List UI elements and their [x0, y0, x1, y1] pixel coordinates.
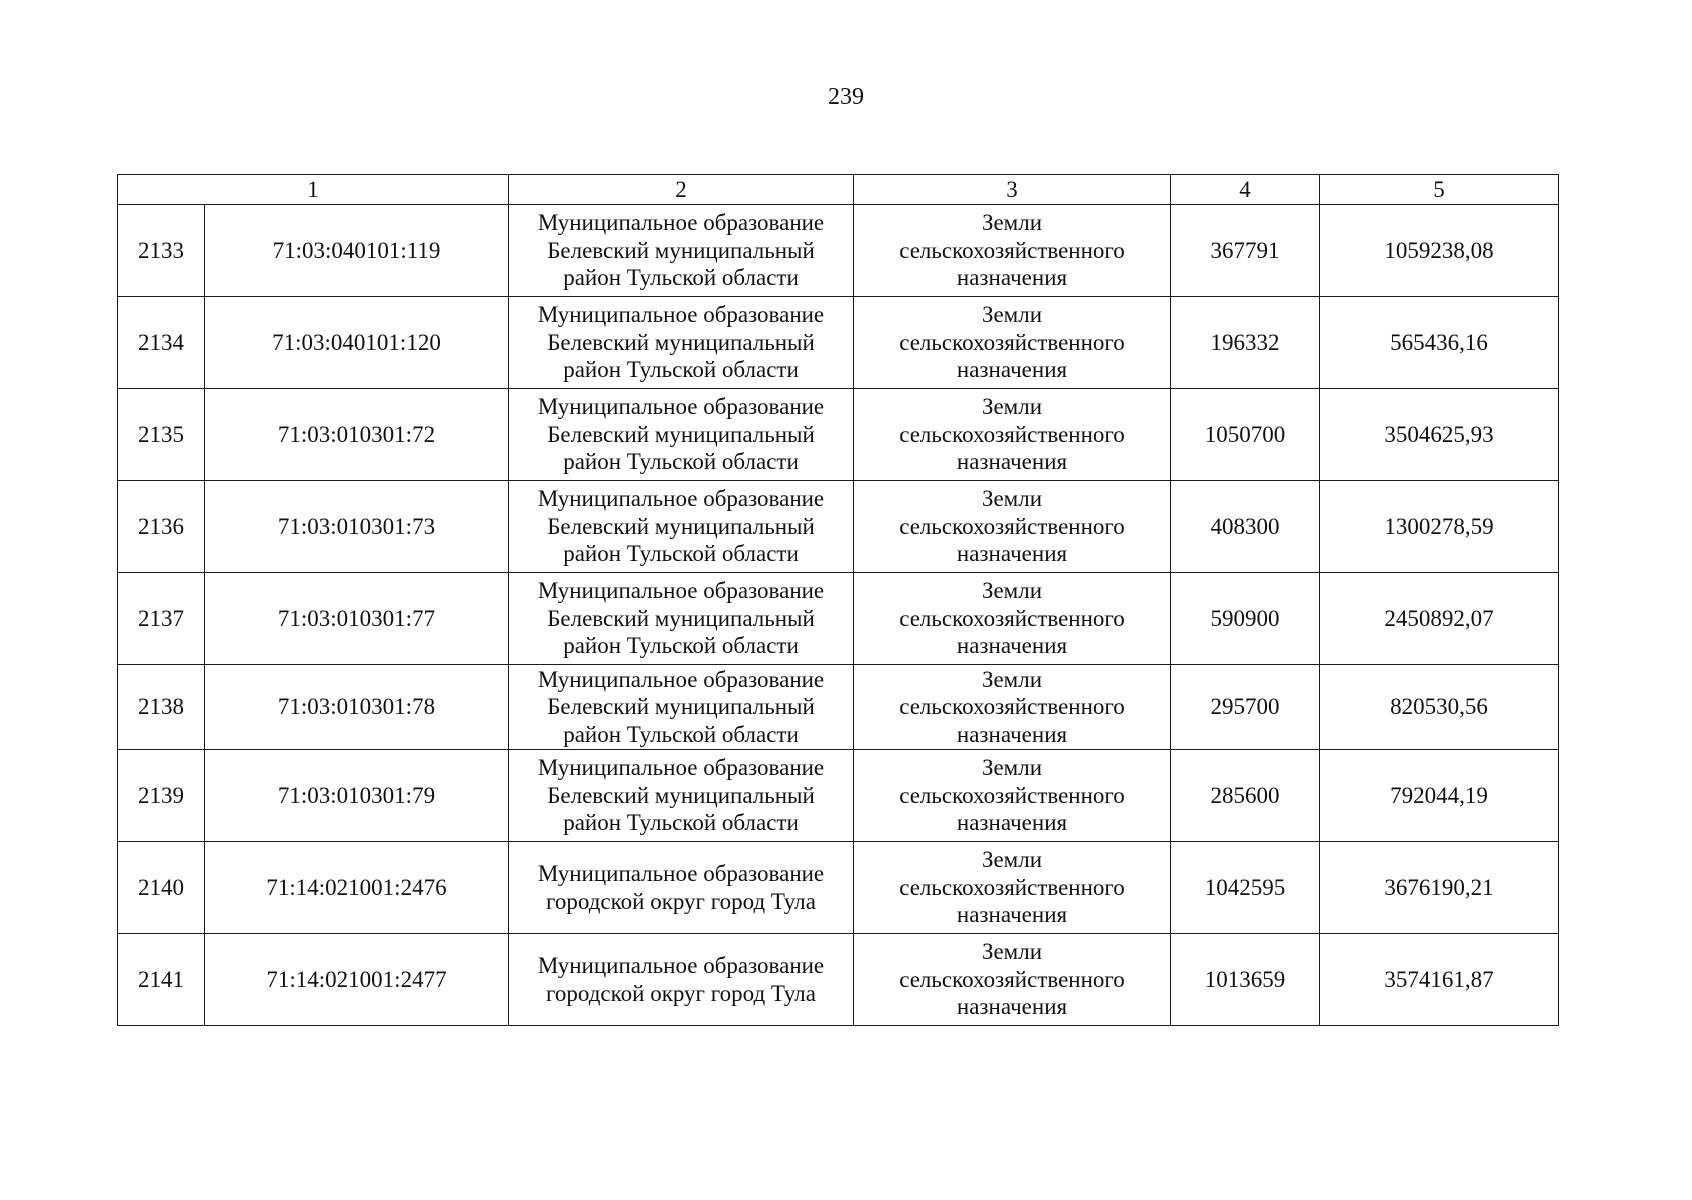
- land-category-cell-line: назначения: [956, 357, 1068, 383]
- cadastral-number-cell: 71:03:010301:78: [205, 665, 509, 750]
- table-row: [118, 297, 1559, 389]
- land-category-cell-line: назначения: [956, 810, 1068, 836]
- land-category-cell: [854, 750, 1171, 842]
- owner-cell-line: район Тульской области: [563, 265, 799, 291]
- area-cell: 196332: [1171, 297, 1320, 389]
- cadastral-number-cell: 71:03:010301:77: [205, 573, 509, 665]
- row-number-cell: 2134: [118, 297, 205, 389]
- land-category-cell-line: сельскохозяйственного: [899, 421, 1125, 447]
- owner-cell: [509, 297, 854, 389]
- cadastral-number-cell: 71:03:010301:79: [205, 750, 509, 842]
- cadastral-value-cell: 3676190,21: [1320, 842, 1559, 934]
- cadastral-number-cell: 71:03:010301:73: [205, 481, 509, 573]
- cadastral-value-cell: 1300278,59: [1320, 481, 1559, 573]
- row-number-cell: 2135: [118, 389, 205, 481]
- owner-cell: [509, 481, 854, 573]
- land-category-cell-line: Земли: [981, 847, 1043, 873]
- land-category-cell-line: сельскохозяйственного: [899, 329, 1125, 355]
- land-category-cell: [854, 665, 1171, 750]
- cadastral-number-cell: 71:03:040101:119: [205, 205, 509, 297]
- cadastral-number-cell: 71:03:010301:72: [205, 389, 509, 481]
- land-category-cell: [854, 481, 1171, 573]
- land-category-cell-line: сельскохозяйственного: [899, 966, 1125, 992]
- land-category-cell-line: Земли: [981, 210, 1043, 236]
- land-registry-table: [117, 174, 1559, 1026]
- land-category-cell-line: сельскохозяйственного: [899, 874, 1125, 900]
- land-category-cell-line: Земли: [981, 486, 1043, 512]
- owner-cell-line: Белевский муниципальный: [547, 329, 815, 355]
- owner-cell-line: район Тульской области: [563, 357, 799, 383]
- row-number-cell: 2137: [118, 573, 205, 665]
- land-category-cell-line: сельскохозяйственного: [899, 605, 1125, 631]
- land-category-cell-line: сельскохозяйственного: [899, 237, 1125, 263]
- owner-cell-line: Белевский муниципальный: [547, 694, 815, 720]
- land-category-cell-line: Земли: [981, 666, 1043, 692]
- land-category-cell: [854, 297, 1171, 389]
- cadastral-value-cell: 792044,19: [1320, 750, 1559, 842]
- cadastral-value-cell: 1059238,08: [1320, 205, 1559, 297]
- owner-cell-line: район Тульской области: [563, 449, 799, 475]
- row-number-cell: 2133: [118, 205, 205, 297]
- land-category-cell-line: сельскохозяйственного: [899, 694, 1125, 720]
- land-category-cell-line: назначения: [956, 541, 1068, 567]
- row-number-cell: 2138: [118, 665, 205, 750]
- area-cell: 1042595: [1171, 842, 1320, 934]
- land-category-cell-line: назначения: [956, 902, 1068, 928]
- cadastral-value-cell: 820530,56: [1320, 665, 1559, 750]
- owner-cell-line: район Тульской области: [563, 810, 799, 836]
- table-row: [118, 665, 1559, 750]
- owner-cell-line: Белевский муниципальный: [547, 782, 815, 808]
- page-number: 239: [828, 84, 864, 110]
- land-category-cell-line: Земли: [981, 394, 1043, 420]
- owner-cell-line: Муниципальное образование: [537, 666, 825, 692]
- column-header: 1: [118, 175, 509, 205]
- row-number-cell: 2139: [118, 750, 205, 842]
- table-row: [118, 573, 1559, 665]
- owner-cell-line: Муниципальное образование: [537, 755, 825, 781]
- owner-cell-line: Белевский муниципальный: [547, 237, 815, 263]
- owner-cell-line: Белевский муниципальный: [547, 421, 815, 447]
- owner-cell-line: район Тульской области: [563, 721, 799, 747]
- land-category-cell: [854, 842, 1171, 934]
- owner-cell: [509, 665, 854, 750]
- owner-cell: [509, 842, 854, 934]
- land-category-cell: [854, 205, 1171, 297]
- cadastral-value-cell: 2450892,07: [1320, 573, 1559, 665]
- area-cell: 285600: [1171, 750, 1320, 842]
- cadastral-value-cell: 565436,16: [1320, 297, 1559, 389]
- land-category-cell-line: назначения: [956, 721, 1068, 747]
- cadastral-number-cell: 71:14:021001:2476: [205, 842, 509, 934]
- owner-cell: [509, 573, 854, 665]
- cadastral-value-cell: 3504625,93: [1320, 389, 1559, 481]
- land-category-cell-line: сельскохозяйственного: [899, 782, 1125, 808]
- column-header: 4: [1171, 175, 1320, 205]
- header-row: [118, 175, 1559, 205]
- owner-cell: [509, 205, 854, 297]
- owner-cell-line: Муниципальное образование: [537, 394, 825, 420]
- owner-cell-line: Муниципальное образование: [537, 302, 825, 328]
- row-number-cell: 2136: [118, 481, 205, 573]
- cadastral-value-cell: 3574161,87: [1320, 934, 1559, 1026]
- table-row: [118, 481, 1559, 573]
- table-row: [118, 842, 1559, 934]
- area-cell: 590900: [1171, 573, 1320, 665]
- area-cell: 295700: [1171, 665, 1320, 750]
- owner-cell: [509, 750, 854, 842]
- land-category-cell-line: назначения: [956, 633, 1068, 659]
- area-cell: 1050700: [1171, 389, 1320, 481]
- land-category-cell-line: назначения: [956, 265, 1068, 291]
- land-category-cell-line: Земли: [981, 939, 1043, 965]
- area-cell: 408300: [1171, 481, 1320, 573]
- owner-cell-line: Муниципальное образование: [537, 578, 825, 604]
- cadastral-number-cell: 71:03:040101:120: [205, 297, 509, 389]
- column-header: 2: [509, 175, 854, 205]
- area-cell: 1013659: [1171, 934, 1320, 1026]
- area-cell: 367791: [1171, 205, 1320, 297]
- land-category-cell-line: сельскохозяйственного: [899, 513, 1125, 539]
- owner-cell-line: Муниципальное образование: [537, 953, 825, 978]
- column-header: 3: [854, 175, 1171, 205]
- owner-cell: [509, 934, 854, 1026]
- cadastral-number-cell: 71:14:021001:2477: [205, 934, 509, 1026]
- table-row: [118, 205, 1559, 297]
- row-number-cell: 2140: [118, 842, 205, 934]
- owner-cell: [509, 389, 854, 481]
- land-category-cell-line: назначения: [956, 449, 1068, 475]
- owner-cell-line: Белевский муниципальный: [547, 605, 815, 631]
- owner-cell-line: Муниципальное образование: [537, 861, 825, 886]
- land-category-cell-line: Земли: [981, 302, 1043, 328]
- land-category-cell: [854, 573, 1171, 665]
- table-row: [118, 389, 1559, 481]
- land-category-cell: [854, 389, 1171, 481]
- column-header: 5: [1320, 175, 1559, 205]
- row-number-cell: 2141: [118, 934, 205, 1026]
- owner-cell-line: район Тульской области: [563, 633, 799, 659]
- owner-cell-line: Муниципальное образование: [537, 486, 825, 512]
- owner-cell-line: Белевский муниципальный: [547, 513, 815, 539]
- owner-cell-line: Муниципальное образование: [537, 210, 825, 236]
- owner-cell-line: городской округ город Тула: [546, 888, 816, 914]
- land-category-cell-line: назначения: [956, 994, 1068, 1020]
- table-row: [118, 750, 1559, 842]
- owner-cell-line: район Тульской области: [563, 541, 799, 567]
- land-category-cell-line: Земли: [981, 578, 1043, 604]
- land-category-cell: [854, 934, 1171, 1026]
- table-row: [118, 934, 1559, 1026]
- land-category-cell-line: Земли: [981, 755, 1043, 781]
- owner-cell-line: городской округ город Тула: [546, 980, 816, 1006]
